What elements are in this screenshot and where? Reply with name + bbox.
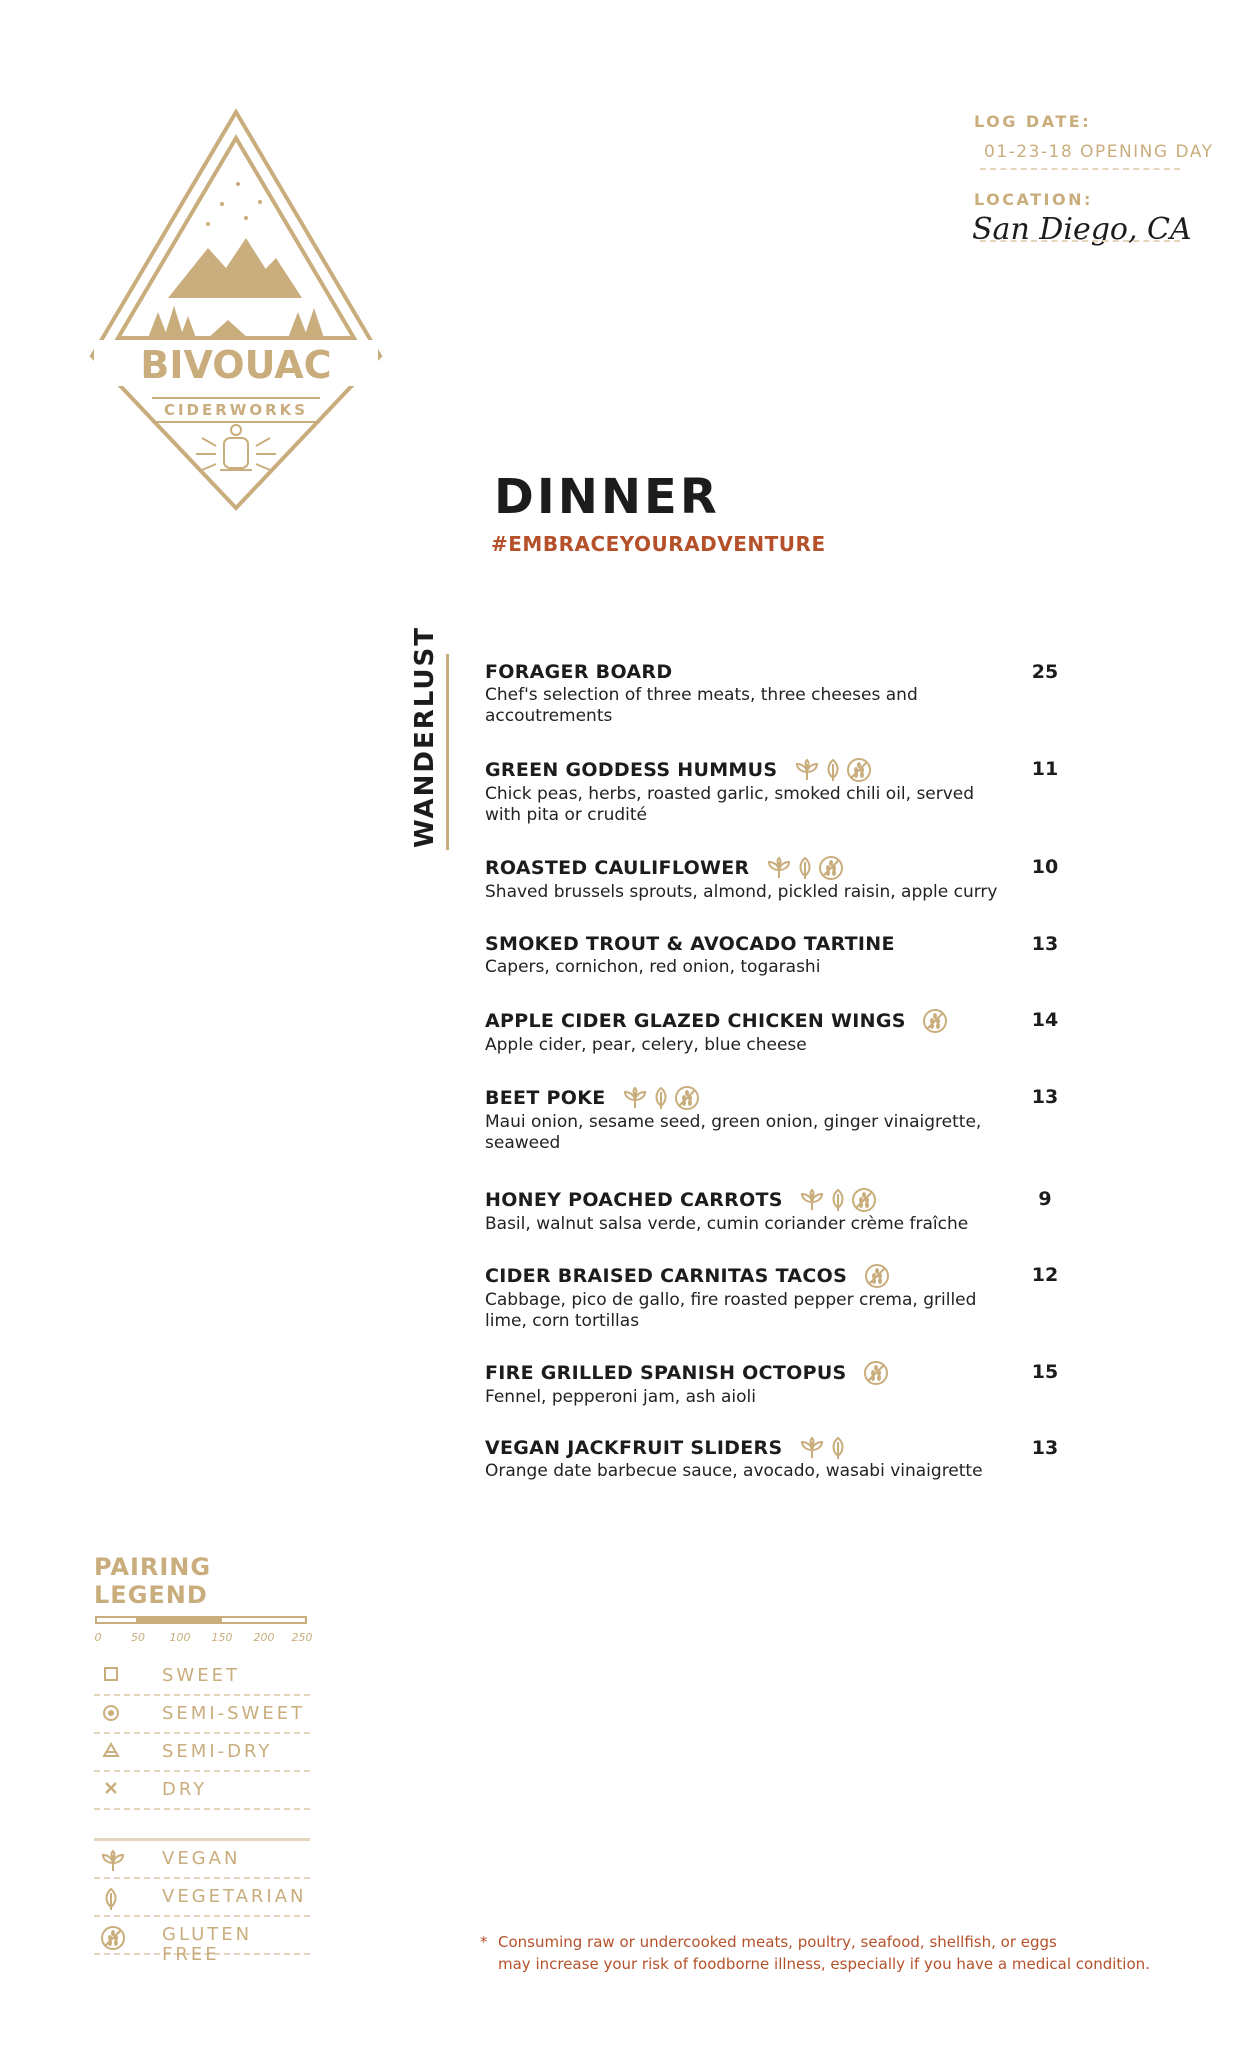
item-price: 13 <box>1031 1086 1059 1108</box>
diet-icons <box>794 757 876 783</box>
gluten-free-icon <box>846 761 876 778</box>
logo-sub: CIDERWORKS <box>163 401 309 419</box>
item-price: 25 <box>1031 661 1059 683</box>
legend-label: SEMI-SWEET <box>162 1703 306 1724</box>
tagline: #EMBRACEYOURADVENTURE <box>491 532 826 556</box>
vegan-icon <box>799 1439 829 1456</box>
legend-row-semi-dry <box>94 1734 310 1772</box>
scale-tick: 50 <box>131 1631 145 1644</box>
item-description: Maui onion, sesame seed, green onion, ginger vinaigrette, seaweed <box>485 1112 982 1153</box>
section-label: WANDERLUST <box>410 626 440 848</box>
legend-row-sweet <box>94 1658 310 1696</box>
item-price: 13 <box>1031 1437 1059 1459</box>
gluten-free-icon <box>851 1191 881 1208</box>
gluten-free-icon <box>922 1012 952 1029</box>
location-label: LOCATION: <box>974 190 1093 209</box>
disclaimer-line: may increase your risk of foodborne illness, especially if you have a medical condition. <box>498 1955 1150 1973</box>
item-price: 14 <box>1031 1009 1059 1031</box>
legend-scale <box>94 1613 313 1653</box>
bivouac-logo <box>88 108 384 512</box>
divider <box>980 240 1180 242</box>
item-name: APPLE CIDER GLAZED CHICKEN WINGS <box>485 1010 906 1032</box>
divider <box>94 1810 310 1841</box>
gluten-free-icon <box>864 1267 894 1284</box>
square-icon <box>100 1666 122 1686</box>
menu-item <box>485 1187 1065 1235</box>
diet-icons <box>766 855 848 881</box>
scale-tick: 100 <box>169 1631 191 1644</box>
diet-icons <box>799 1436 851 1460</box>
section-rule <box>446 654 449 850</box>
gluten-free-icon <box>100 1925 122 1945</box>
vegan-icon <box>794 761 824 778</box>
gluten-free-icon <box>863 1364 893 1381</box>
legend-row-dry <box>94 1772 310 1810</box>
item-name: ROASTED CAULIFLOWER <box>485 857 750 879</box>
lantern-icon <box>196 425 276 470</box>
vegetarian-icon <box>652 1089 674 1106</box>
item-description: Capers, cornichon, red onion, togarashi <box>485 957 821 977</box>
menu-item <box>485 1360 1065 1408</box>
legend-label: SEMI-DRY <box>162 1741 273 1762</box>
circle-dot-icon <box>100 1704 122 1724</box>
legend-label: VEGAN <box>162 1848 241 1869</box>
item-name: FIRE GRILLED SPANISH OCTOPUS <box>485 1362 847 1384</box>
item-description: Fennel, pepperoni jam, ash aioli <box>485 1387 757 1407</box>
legend-label: VEGETARIAN <box>162 1886 307 1907</box>
menu-item <box>485 932 1065 978</box>
legend-row-vegan <box>94 1841 310 1879</box>
item-description: Cabbage, pico de gallo, fire roasted pepper crema, grilled lime, corn tortillas <box>485 1290 977 1331</box>
x-icon <box>100 1780 122 1800</box>
menu-item <box>485 1436 1065 1482</box>
menu-item <box>485 1008 1065 1056</box>
item-price: 9 <box>1038 1188 1052 1210</box>
item-description: Shaved brussels sprouts, almond, pickled raisin, apple curry <box>485 882 998 902</box>
vegan-icon <box>799 1191 829 1208</box>
scale-tick: 250 <box>291 1631 313 1644</box>
divider <box>980 168 1180 170</box>
log-date-value: 01-23-18 OPENING DAY <box>984 142 1214 162</box>
location-value: San Diego, CA <box>972 212 1192 247</box>
menu-item <box>485 660 1065 727</box>
page-title: DINNER <box>494 469 720 525</box>
legend-row-gluten-free <box>94 1917 310 1965</box>
disclaimer-star: * <box>480 1933 488 1951</box>
vegetarian-icon <box>100 1887 122 1907</box>
item-price: 12 <box>1031 1264 1059 1286</box>
legend-label: GLUTEN FREE <box>162 1924 253 1965</box>
legend-label: SWEET <box>162 1665 240 1686</box>
item-description: Basil, walnut salsa verde, cumin coriander crème fraîche <box>485 1214 969 1234</box>
scale-tick: 0 <box>94 1631 102 1644</box>
vegetarian-icon <box>829 1191 851 1208</box>
disclaimer <box>480 1931 1150 1975</box>
log-date-label: LOG DATE: <box>974 112 1092 131</box>
diet-icons <box>863 1360 893 1386</box>
scale-tick: 150 <box>211 1631 233 1644</box>
logo-brand: BIVOUAC <box>140 343 332 387</box>
section-marker <box>400 626 448 850</box>
gluten-free-icon <box>674 1089 704 1106</box>
item-name: GREEN GODDESS HUMMUS <box>485 759 778 781</box>
vegan-icon <box>622 1089 652 1106</box>
menu-item <box>485 855 1065 903</box>
gluten-free-icon <box>818 859 848 876</box>
disclaimer-line: Consuming raw or undercooked meats, poultry, seafood, shellfish, or eggs <box>498 1933 1057 1951</box>
item-description: Apple cider, pear, celery, blue cheese <box>485 1035 807 1055</box>
item-description: Chef's selection of three meats, three cheeses and accoutrements <box>485 685 918 726</box>
item-name: FORAGER BOARD <box>485 661 673 683</box>
menu-item <box>485 757 1065 826</box>
item-description: Orange date barbecue sauce, avocado, wasabi vinaigrette <box>485 1461 983 1481</box>
vegetarian-icon <box>824 761 846 778</box>
item-name: CIDER BRAISED CARNITAS TACOS <box>485 1265 848 1287</box>
vegetarian-icon <box>796 859 818 876</box>
vegan-icon <box>766 859 796 876</box>
item-description: Chick peas, herbs, roasted garlic, smoked chili oil, served with pita or crudité <box>485 784 975 825</box>
vegetarian-icon <box>829 1439 851 1456</box>
triangle-icon <box>100 1742 122 1762</box>
item-name: BEET POKE <box>485 1087 606 1109</box>
diet-icons <box>799 1187 881 1213</box>
scale-tick: 200 <box>253 1631 275 1644</box>
legend-label: DRY <box>162 1779 208 1800</box>
diet-icons <box>864 1263 894 1289</box>
item-price: 11 <box>1031 758 1059 780</box>
legend-title: PAIRING LEGEND <box>94 1553 212 1609</box>
menu-item <box>485 1085 1065 1154</box>
item-price: 13 <box>1031 933 1059 955</box>
vegan-icon <box>100 1849 122 1869</box>
item-price: 10 <box>1031 856 1059 878</box>
legend-row-semi-sweet <box>94 1696 310 1734</box>
diet-icons <box>622 1085 704 1111</box>
diet-icons <box>922 1008 952 1034</box>
menu-item <box>485 1263 1065 1332</box>
item-name: SMOKED TROUT & AVOCADO TARTINE <box>485 933 895 955</box>
item-name: HONEY POACHED CARROTS <box>485 1189 783 1211</box>
legend-row-vegetarian <box>94 1879 310 1917</box>
item-name: VEGAN JACKFRUIT SLIDERS <box>485 1437 783 1459</box>
item-price: 15 <box>1031 1361 1059 1383</box>
pairing-legend <box>94 1553 313 1965</box>
